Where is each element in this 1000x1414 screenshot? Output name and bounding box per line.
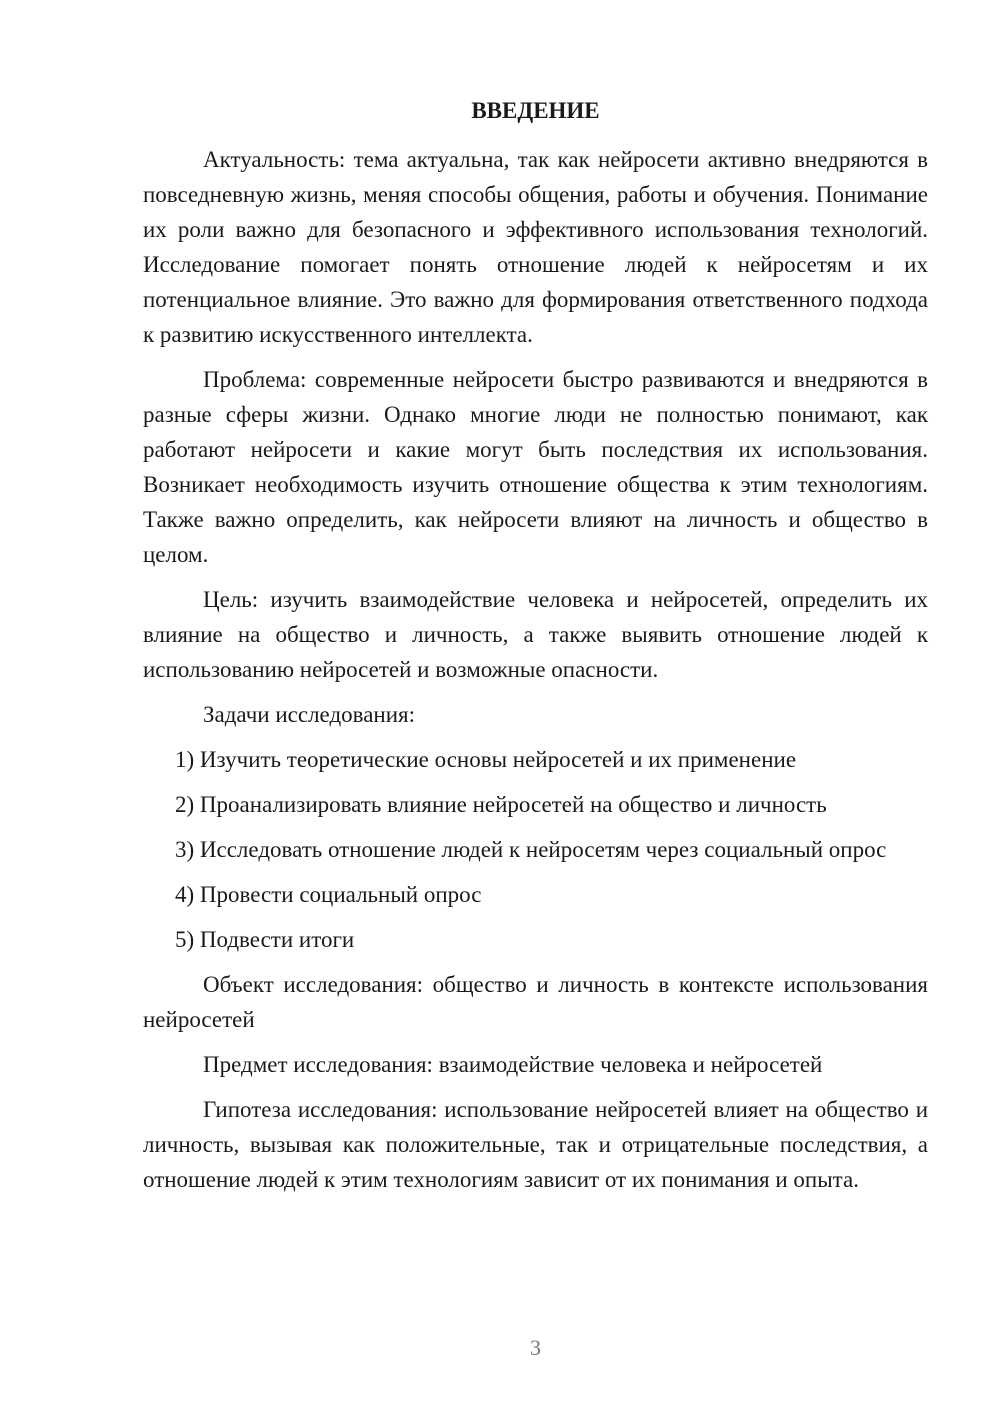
- paragraph-object: Объект исследования: общество и личность в контексте использования нейросетей: [143, 972, 928, 1032]
- body-text: [143, 142, 928, 1207]
- document-page: [143, 0, 928, 1414]
- task-item-2: 2) Проанализировать влияние нейросетей на общество и личность: [175, 792, 827, 817]
- task-item-3: 3) Исследовать отношение людей к нейросетям через социальный опрос: [175, 837, 887, 862]
- task-item-1: 1) Изучить теоретические основы нейросетей и их применение: [175, 747, 797, 772]
- task-item-4: 4) Провести социальный опрос: [175, 882, 482, 907]
- section-heading: ВВЕДЕНИЕ: [471, 98, 600, 123]
- paragraph-hypothesis: Гипотеза исследования: использование нейросетей влияет на общество и личность, вызывая как положительные, так и отрицательные последствия, а отношение людей к этим технологиям зависит от их понимания и опыта.: [143, 1097, 928, 1192]
- task-item-5: 5) Подвести итоги: [175, 927, 355, 952]
- paragraph-subject: Предмет исследования: взаимодействие человека и нейросетей: [203, 1052, 823, 1077]
- tasks-title: Задачи исследования:: [203, 702, 416, 727]
- paragraph-problem: Проблема: современные нейросети быстро развиваются и внедряются в разные сферы жизни. Однако многие люди не полностью понимают, как работают нейросети и какие могут быть последствия их использования. Возникает необходимость изучить отношение общества к этим технологиям. Также важно определить, как нейросети влияют на личность и общество в целом.: [143, 367, 928, 567]
- paragraph-relevance: Актуальность: тема актуальна, так как нейросети активно внедряются в повседневную жизнь, меняя способы общения, работы и обучения. Понимание их роли важно для безопасного и эффективного использования технологий. Исследование помогает понять отношение людей к нейросетям и их потенциальное влияние. Это важно для формирования ответственного подхода к развитию искусственного интеллекта.: [143, 147, 928, 347]
- paragraph-goal: Цель: изучить взаимодействие человека и нейросетей, определить их влияние на общество и личность, а также выявить отношение людей к использованию нейросетей и возможные опасности.: [143, 587, 928, 682]
- page-number: 3: [530, 1335, 541, 1360]
